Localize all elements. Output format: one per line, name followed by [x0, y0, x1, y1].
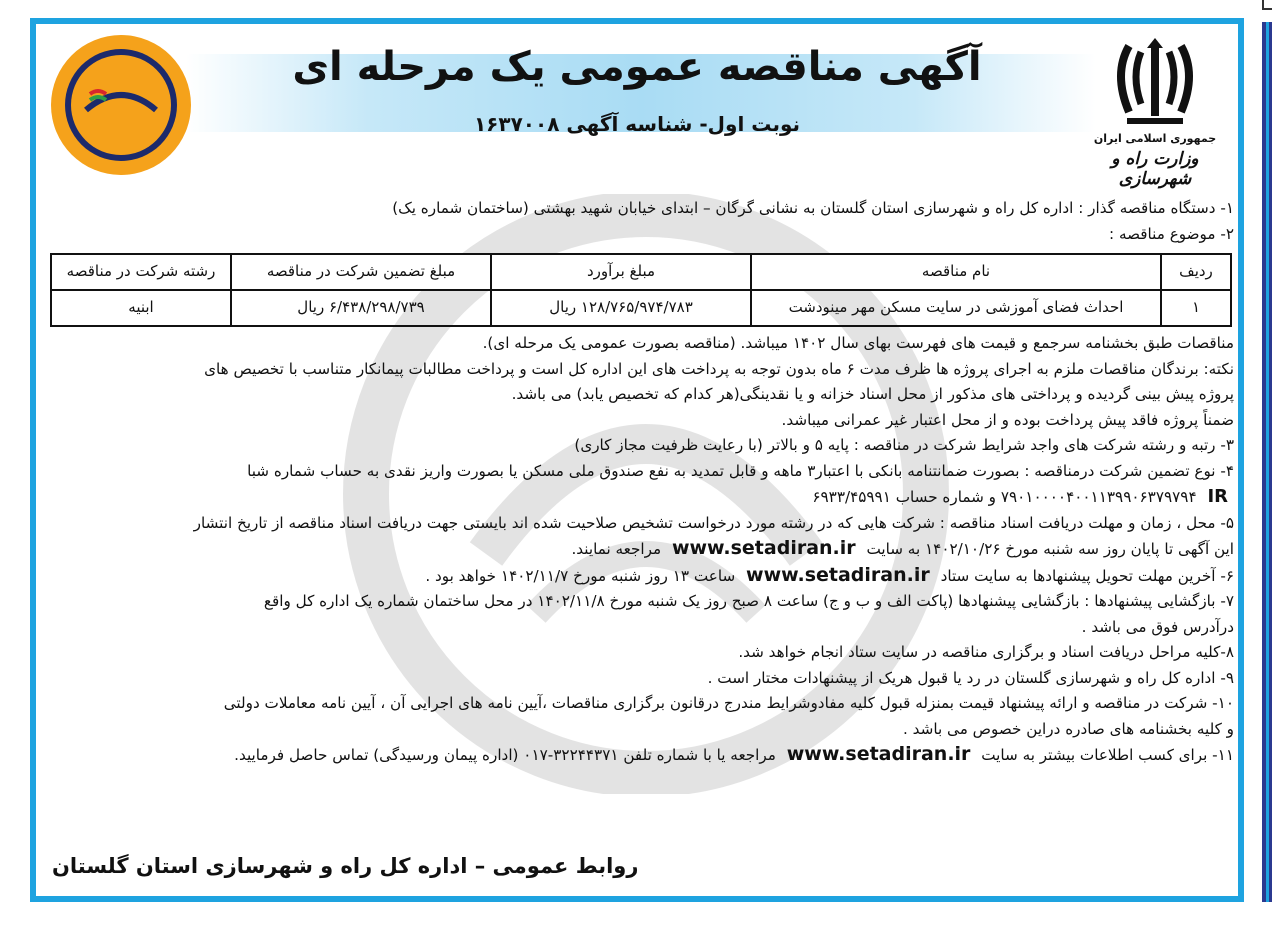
col-header: مبلغ برآورد: [491, 254, 751, 290]
setad-link[interactable]: www.setadiran.ir: [746, 563, 930, 586]
col-header: ردیف: [1161, 254, 1231, 290]
notice-frame: [30, 18, 1244, 902]
item-5: ۵- محل ، زمان و مهلت دریافت اسناد مناقصه : شرکت هایی که در رشته مورد درخواست تشخیص صلاحیت شده اند بایستی جهت دریافت اسناد مناقصه از تاریخ انتشار: [193, 513, 1234, 532]
item-11-text: ۱۱- برای کسب اطلاعات بیشتر به سایت: [981, 746, 1234, 764]
golestan-road-logo: [46, 30, 196, 180]
tender-table: [50, 253, 1232, 327]
iran-emblem: [1090, 34, 1220, 189]
item-3: ۳- رتبه و رشته شرکت های واجد شرایط شرکت در مناقصه : پایه ۵ و بالاتر (با رعایت ظرفیت مجاز کاری): [574, 436, 1234, 454]
table-row: [51, 290, 1231, 326]
table-header-row: [51, 254, 1231, 290]
col-header: مبلغ تضمین شرکت در مناقصه: [231, 254, 491, 290]
col-header: نام مناقصه: [751, 254, 1161, 290]
item-11-text-end: مراجعه یا با شماره تلفن ۳۲۲۴۴۳۷۱-۰۱۷ (اداره پیمان ورسیدگی) تماس حاصل فرمایید.: [234, 746, 776, 764]
item-10-cont: و کلیه بخشنامه های صادره دراین خصوص می باشد .: [903, 719, 1234, 738]
ministry-name: وزارت راه و شهرسازی: [1111, 149, 1199, 189]
iban-number: ۷۹۰۱۰۰۰۰۴۰۰۱۱۳۹۹۰۶۳۷۹۷۹۴: [1000, 488, 1197, 506]
item-7: ۷- بازگشایی پیشنهادها : بازگشایی پیشنهادها (پاکت الف و ب و ج) ساعت ۸ صبح روز یک شنبه مورخ ۱۴۰۲/۱۱/۸ در محل ساختمان شماره یک اداره کل واقع: [263, 592, 1234, 610]
item-5-text: این آگهی تا پایان روز سه شنبه مورخ ۱۴۰۲/۱۰/۲۶ به سایت: [866, 540, 1234, 558]
item-4: ۴- نوع تضمین شرکت درمناقصه : بصورت ضمانتنامه بانکی با اعتبار۳ ماهه و قابل تمدید به نفع صندوق ملی مسکن یا بصورت واریز نقدی به حساب شماره شبا: [247, 461, 1234, 480]
table-cell: ۶/۴۳۸/۲۹۸/۷۳۹ ریال: [231, 290, 491, 326]
table-cell: ۱: [1161, 290, 1231, 326]
item-9: ۹- اداره کل راه و شهرسازی گلستان در رد یا قبول هریک از پیشنهادات مختار است .: [707, 668, 1234, 687]
item-4-account: [46, 484, 1234, 511]
note-line-2: پروژه پیش بینی گردیده و پرداختی های مذکور از محل اسناد خزانه و یا نقدینگی(هر کدام که تخصیص یابد) می باشد.: [511, 385, 1234, 403]
note-line-1: نکته: برندگان مناقصات ملزم به اجرای پروژه ها ظرف مدت ۶ ماه بدون توجه به پرداخت های این اداره کل است و پرداخت مطالبات پیمانکار متناسب با تخصیص های: [204, 359, 1234, 378]
notice-body: [46, 196, 1234, 769]
item-1: ۱- دستگاه مناقصه گذار : اداره کل راه و شهرسازی استان گلستان به نشانی گرگان – ابتدای خیابان شهید بهشتی (ساختمان شماره یک): [392, 199, 1234, 217]
logo-icon: [46, 30, 196, 180]
iban-prefix: IR: [1207, 486, 1228, 507]
setad-link[interactable]: www.setadiran.ir: [786, 743, 971, 765]
note-line-3: ضمناً پروژه فاقد پیش پرداخت بوده و از محل اعتبار غیر عمرانی میباشد.: [781, 410, 1234, 429]
item-10: ۱۰- شرکت در مناقصه و ارائه پیشنهاد قیمت بمنزله قبول کلیه مفادوشرایط مندرج درقانون برگزاری مناقصات ،آیین نامه های اجرایی آن ، آیین نامه معاملات دولتی: [223, 694, 1234, 712]
table-cell: ۱۲۸/۷۶۵/۹۷۴/۷۸۳ ریال: [491, 290, 751, 326]
emblem-caption: جمهوری اسلامی ایران: [1093, 132, 1217, 145]
footer-signature: روابط عمومی – اداره کل راه و شهرسازی استان گلستان: [52, 854, 639, 878]
item-11: [46, 742, 1234, 769]
item-8: ۸-کلیه مراحل دریافت اسناد و برگزاری مناقصه در سایت ستاد انجام خواهد شد.: [738, 643, 1234, 661]
corner-mark: [1262, 0, 1272, 10]
table-cell: ابنیه: [51, 290, 231, 326]
item-5-cont: [46, 536, 1234, 563]
header: [36, 24, 1238, 194]
item-2: ۲- موضوع مناقصه :: [1109, 224, 1234, 243]
item-6-text-end: ساعت ۱۳ روز شنبه مورخ ۱۴۰۲/۱۱/۷ خواهد بود .: [425, 566, 736, 585]
side-bar-stripe: [1266, 22, 1269, 902]
item-pricing: مناقصات طبق بخشنامه سرجمع و قیمت های فهرست بهای سال ۱۴۰۲ میباشد. (مناقصه بصورت عمومی یک مرحله ای).: [482, 334, 1234, 352]
item-7-cont: درآدرس فوق می باشد .: [1081, 617, 1234, 636]
emblem-icon: [1107, 34, 1203, 130]
table-cell: احداث فضای آموزشی در سایت مسکن مهر مینودشت: [751, 290, 1161, 326]
page-title: آگهی مناقصه عمومی یک مرحله ای: [292, 44, 982, 90]
item-6-text: ۶- آخرین مهلت تحویل پیشنهادها به سایت ستاد: [940, 566, 1234, 585]
account-number: و شماره حساب ۶۹۳۳/۴۵۹۹۱: [812, 488, 996, 506]
item-6: [46, 563, 1234, 590]
item-5-text-end: مراجعه نمایند.: [571, 540, 662, 558]
page-subtitle: نوبت اول- شناسه آگهی ۱۶۳۷۰۰۸: [473, 112, 801, 136]
setad-link[interactable]: www.setadiran.ir: [671, 537, 856, 559]
col-header: رشته شرکت در مناقصه: [51, 254, 231, 290]
